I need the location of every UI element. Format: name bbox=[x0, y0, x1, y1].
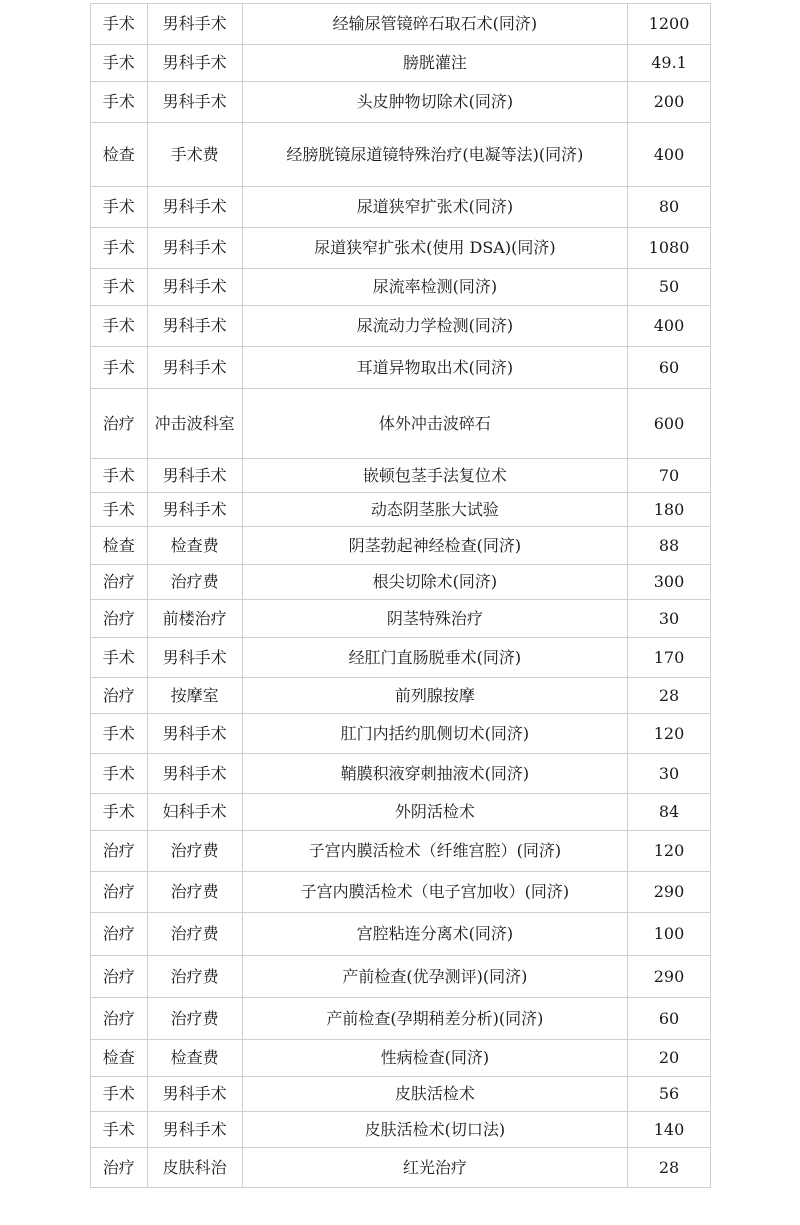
cell-department: 男科手术 bbox=[147, 459, 242, 493]
cell-department: 治疗费 bbox=[147, 831, 242, 872]
cell-price: 1200 bbox=[628, 4, 711, 45]
cell-price: 20 bbox=[628, 1040, 711, 1077]
cell-department: 男科手术 bbox=[147, 1077, 242, 1112]
cell-price: 100 bbox=[628, 913, 711, 956]
cell-department: 男科手术 bbox=[147, 347, 242, 389]
cell-department: 治疗费 bbox=[147, 565, 242, 600]
cell-item-name: 尿道狭窄扩张术(使用 DSA)(同济) bbox=[242, 228, 627, 269]
cell-item-name: 膀胱灌注 bbox=[242, 45, 627, 82]
table-row bbox=[91, 4, 711, 45]
cell-price: 600 bbox=[628, 389, 711, 459]
cell-price: 120 bbox=[628, 831, 711, 872]
cell-price: 200 bbox=[628, 82, 711, 123]
table-row bbox=[91, 527, 711, 565]
table-row bbox=[91, 1112, 711, 1148]
cell-item-name: 经肛门直肠脱垂术(同济) bbox=[242, 638, 627, 678]
table-row bbox=[91, 565, 711, 600]
cell-type: 治疗 bbox=[91, 678, 148, 714]
cell-type: 手术 bbox=[91, 269, 148, 306]
table-row bbox=[91, 1077, 711, 1112]
cell-department: 冲击波科室 bbox=[147, 389, 242, 459]
cell-item-name: 产前检查(优孕测评)(同济) bbox=[242, 956, 627, 998]
cell-type: 手术 bbox=[91, 4, 148, 45]
cell-item-name: 阴茎勃起神经检查(同济) bbox=[242, 527, 627, 565]
cell-item-name: 头皮肿物切除术(同济) bbox=[242, 82, 627, 123]
fee-table-body bbox=[91, 4, 711, 1188]
cell-type: 手术 bbox=[91, 228, 148, 269]
cell-type: 检查 bbox=[91, 123, 148, 187]
cell-type: 治疗 bbox=[91, 1148, 148, 1188]
cell-item-name: 尿流率检测(同济) bbox=[242, 269, 627, 306]
table-row bbox=[91, 913, 711, 956]
cell-price: 49.1 bbox=[628, 45, 711, 82]
table-row bbox=[91, 794, 711, 831]
cell-department: 治疗费 bbox=[147, 998, 242, 1040]
cell-item-name: 鞘膜积液穿刺抽液术(同济) bbox=[242, 754, 627, 794]
cell-price: 120 bbox=[628, 714, 711, 754]
cell-type: 手术 bbox=[91, 1112, 148, 1148]
cell-department: 男科手术 bbox=[147, 1112, 242, 1148]
cell-price: 1080 bbox=[628, 228, 711, 269]
cell-item-name: 经膀胱镜尿道镜特殊治疗(电凝等法)(同济) bbox=[242, 123, 627, 187]
cell-department: 皮肤科治 bbox=[147, 1148, 242, 1188]
cell-type: 手术 bbox=[91, 493, 148, 527]
cell-type: 手术 bbox=[91, 754, 148, 794]
table-row bbox=[91, 82, 711, 123]
table-row bbox=[91, 45, 711, 82]
cell-department: 男科手术 bbox=[147, 82, 242, 123]
cell-type: 手术 bbox=[91, 714, 148, 754]
cell-type: 检查 bbox=[91, 527, 148, 565]
cell-price: 28 bbox=[628, 678, 711, 714]
cell-price: 60 bbox=[628, 347, 711, 389]
cell-price: 400 bbox=[628, 123, 711, 187]
cell-item-name: 阴茎特殊治疗 bbox=[242, 600, 627, 638]
cell-type: 治疗 bbox=[91, 872, 148, 913]
cell-type: 治疗 bbox=[91, 956, 148, 998]
cell-price: 30 bbox=[628, 754, 711, 794]
cell-type: 治疗 bbox=[91, 913, 148, 956]
cell-price: 60 bbox=[628, 998, 711, 1040]
cell-department: 手术费 bbox=[147, 123, 242, 187]
cell-department: 治疗费 bbox=[147, 872, 242, 913]
cell-type: 手术 bbox=[91, 45, 148, 82]
cell-price: 84 bbox=[628, 794, 711, 831]
cell-department: 男科手术 bbox=[147, 4, 242, 45]
cell-price: 50 bbox=[628, 269, 711, 306]
cell-item-name: 宫腔粘连分离术(同济) bbox=[242, 913, 627, 956]
cell-item-name: 体外冲击波碎石 bbox=[242, 389, 627, 459]
cell-item-name: 子宫内膜活检术（电子宫加收）(同济) bbox=[242, 872, 627, 913]
cell-item-name: 产前检查(孕期稍差分析)(同济) bbox=[242, 998, 627, 1040]
cell-item-name: 肛门内括约肌侧切术(同济) bbox=[242, 714, 627, 754]
cell-price: 140 bbox=[628, 1112, 711, 1148]
cell-item-name: 外阴活检术 bbox=[242, 794, 627, 831]
cell-department: 男科手术 bbox=[147, 45, 242, 82]
cell-price: 88 bbox=[628, 527, 711, 565]
cell-price: 56 bbox=[628, 1077, 711, 1112]
cell-type: 手术 bbox=[91, 347, 148, 389]
cell-department: 治疗费 bbox=[147, 913, 242, 956]
table-row bbox=[91, 306, 711, 347]
cell-item-name: 经输尿管镜碎石取石术(同济) bbox=[242, 4, 627, 45]
cell-department: 男科手术 bbox=[147, 754, 242, 794]
cell-item-name: 皮肤活检术 bbox=[242, 1077, 627, 1112]
cell-type: 检查 bbox=[91, 1040, 148, 1077]
cell-type: 手术 bbox=[91, 187, 148, 228]
table-row bbox=[91, 493, 711, 527]
table-row bbox=[91, 998, 711, 1040]
table-row bbox=[91, 956, 711, 998]
table-row bbox=[91, 1040, 711, 1077]
cell-item-name: 尿道狭窄扩张术(同济) bbox=[242, 187, 627, 228]
cell-department: 前楼治疗 bbox=[147, 600, 242, 638]
table-row bbox=[91, 872, 711, 913]
cell-department: 按摩室 bbox=[147, 678, 242, 714]
cell-department: 治疗费 bbox=[147, 956, 242, 998]
cell-item-name: 尿流动力学检测(同济) bbox=[242, 306, 627, 347]
cell-type: 治疗 bbox=[91, 389, 148, 459]
cell-department: 检查费 bbox=[147, 1040, 242, 1077]
cell-department: 男科手术 bbox=[147, 269, 242, 306]
cell-type: 手术 bbox=[91, 638, 148, 678]
cell-item-name: 根尖切除术(同济) bbox=[242, 565, 627, 600]
cell-type: 手术 bbox=[91, 794, 148, 831]
cell-department: 男科手术 bbox=[147, 228, 242, 269]
cell-department: 妇科手术 bbox=[147, 794, 242, 831]
cell-item-name: 动态阴茎胀大试验 bbox=[242, 493, 627, 527]
cell-type: 手术 bbox=[91, 459, 148, 493]
cell-type: 治疗 bbox=[91, 998, 148, 1040]
cell-price: 80 bbox=[628, 187, 711, 228]
cell-item-name: 嵌顿包茎手法复位术 bbox=[242, 459, 627, 493]
cell-department: 男科手术 bbox=[147, 493, 242, 527]
table-row bbox=[91, 123, 711, 187]
table-row bbox=[91, 754, 711, 794]
fee-table bbox=[90, 3, 711, 1188]
cell-department: 检查费 bbox=[147, 527, 242, 565]
table-row bbox=[91, 347, 711, 389]
cell-price: 300 bbox=[628, 565, 711, 600]
cell-item-name: 耳道异物取出术(同济) bbox=[242, 347, 627, 389]
cell-price: 28 bbox=[628, 1148, 711, 1188]
cell-item-name: 前列腺按摩 bbox=[242, 678, 627, 714]
cell-price: 290 bbox=[628, 872, 711, 913]
cell-department: 男科手术 bbox=[147, 306, 242, 347]
cell-price: 70 bbox=[628, 459, 711, 493]
table-row bbox=[91, 714, 711, 754]
cell-type: 手术 bbox=[91, 306, 148, 347]
cell-price: 170 bbox=[628, 638, 711, 678]
cell-department: 男科手术 bbox=[147, 187, 242, 228]
table-row bbox=[91, 187, 711, 228]
cell-item-name: 皮肤活检术(切口法) bbox=[242, 1112, 627, 1148]
cell-item-name: 红光治疗 bbox=[242, 1148, 627, 1188]
table-row bbox=[91, 389, 711, 459]
cell-item-name: 子宫内膜活检术（纤维宫腔）(同济) bbox=[242, 831, 627, 872]
cell-department: 男科手术 bbox=[147, 638, 242, 678]
cell-department: 男科手术 bbox=[147, 714, 242, 754]
cell-type: 手术 bbox=[91, 82, 148, 123]
table-row bbox=[91, 638, 711, 678]
table-row bbox=[91, 600, 711, 638]
cell-type: 治疗 bbox=[91, 831, 148, 872]
table-row bbox=[91, 228, 711, 269]
table-row bbox=[91, 459, 711, 493]
cell-type: 手术 bbox=[91, 1077, 148, 1112]
cell-type: 治疗 bbox=[91, 565, 148, 600]
cell-item-name: 性病检查(同济) bbox=[242, 1040, 627, 1077]
cell-price: 290 bbox=[628, 956, 711, 998]
cell-price: 400 bbox=[628, 306, 711, 347]
table-row bbox=[91, 269, 711, 306]
table-row bbox=[91, 1148, 711, 1188]
cell-price: 30 bbox=[628, 600, 711, 638]
cell-price: 180 bbox=[628, 493, 711, 527]
table-row bbox=[91, 678, 711, 714]
cell-type: 治疗 bbox=[91, 600, 148, 638]
table-row bbox=[91, 831, 711, 872]
